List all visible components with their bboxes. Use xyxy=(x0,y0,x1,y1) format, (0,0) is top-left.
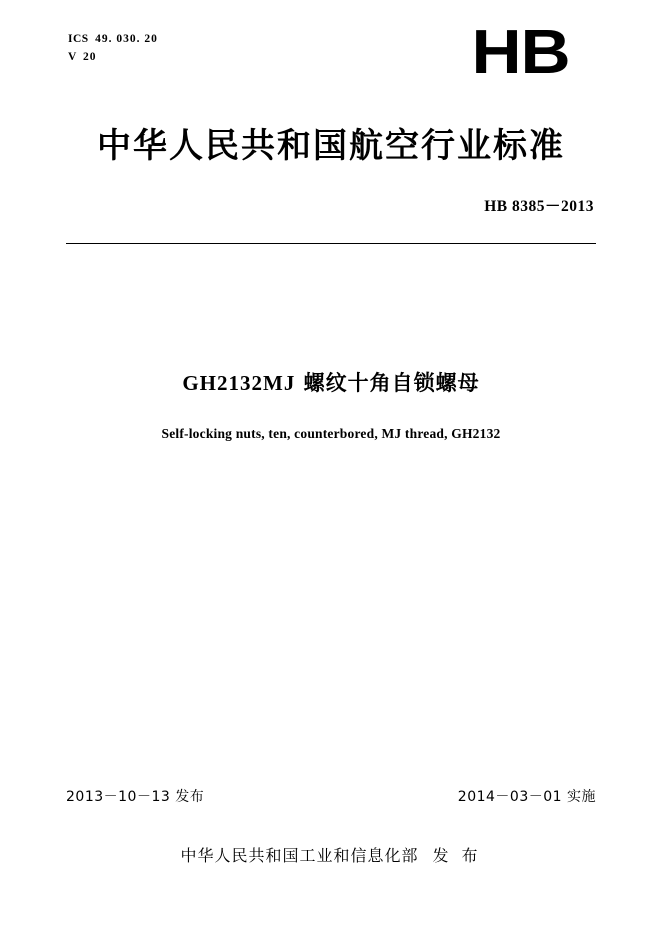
publisher-line xyxy=(0,843,662,866)
class-value: 20 xyxy=(82,51,97,63)
hb-logo: HB xyxy=(471,18,570,87)
class-label: V xyxy=(68,51,77,63)
implementation-date: 2014－03－01 实施 xyxy=(457,789,596,805)
publisher-verb: 发 布 xyxy=(432,846,482,865)
issue-date: 2013－10－13 发布 xyxy=(66,789,205,805)
subject-title-en: Self-locking nuts, ten, counterbored, MJ thread, GH2132 xyxy=(161,426,501,441)
subject-title-code: GH2132MJ xyxy=(182,371,296,395)
ics-line xyxy=(68,30,158,48)
page-title: 中华人民共和国航空行业标准 xyxy=(97,126,565,166)
standard-number: HB 8385－2013 xyxy=(484,198,594,215)
ics-label: ICS xyxy=(68,33,89,45)
subject-title-text: 螺纹十角自锁螺母 xyxy=(295,370,480,395)
horizontal-divider xyxy=(66,243,596,244)
publisher-name: 中华人民共和国工业和信息化部 xyxy=(180,846,419,865)
class-line xyxy=(68,48,158,66)
subject-title-cn xyxy=(0,367,662,397)
ics-value: 49. 030. 20 xyxy=(95,33,158,45)
ics-classification-block xyxy=(68,30,158,66)
